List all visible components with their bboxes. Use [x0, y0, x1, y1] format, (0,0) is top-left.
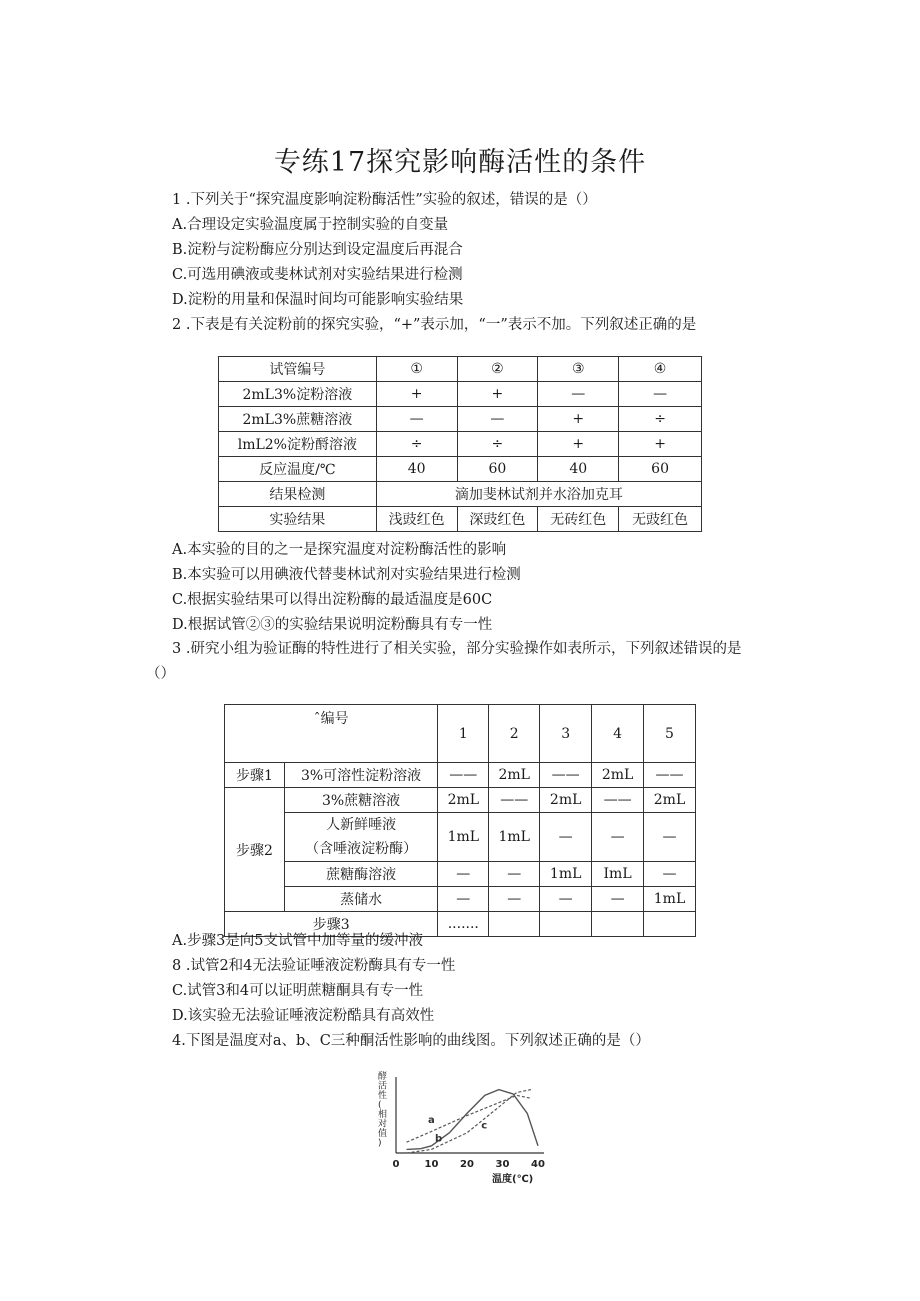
q4-stem: 4.下图是温度对a、b、C三种酮活性影响的曲线图。下列叙述正确的是（） — [172, 1033, 650, 1049]
table-cell: — — [376, 407, 457, 432]
table-cell: — — [540, 887, 592, 912]
series-c-line — [407, 1090, 531, 1153]
table-row — [225, 862, 696, 887]
table-cell: ① — [376, 357, 457, 382]
table-cell: + — [376, 382, 457, 407]
q2-table — [218, 356, 702, 532]
q3-option-d: D.该实验无法验证唾液淀粉酷具有高效性 — [172, 1008, 435, 1024]
table-cell: — — [540, 813, 592, 862]
table-cell: 1 — [438, 705, 489, 763]
table-cell: 1mL — [644, 887, 696, 912]
table-cell: 2mL — [489, 763, 540, 788]
table-cell: —— — [592, 788, 644, 813]
table-cell: 反应温度/℃ — [219, 457, 377, 482]
table-cell: 无豉红色 — [619, 507, 702, 532]
table-cell — [489, 912, 540, 937]
table-cell: + — [619, 432, 702, 457]
q1-option-d: D.淀粉的用量和保温时间均可能影响实验结果 — [172, 292, 464, 308]
table-cell: — — [489, 862, 540, 887]
table-cell: ③ — [538, 357, 619, 382]
q3-option-b: 8 .试管2和4无法验证唾液淀粉酶具有专一性 — [172, 958, 456, 974]
table-cell: 5 — [644, 705, 696, 763]
table-cell: ÷ — [376, 432, 457, 457]
table-row — [219, 432, 702, 457]
table-cell: 2mL3%淀粉溶液 — [219, 382, 377, 407]
table-cell: — — [644, 862, 696, 887]
table-row — [225, 788, 696, 813]
table-cell: — — [619, 382, 702, 407]
table-cell: 2 — [489, 705, 540, 763]
table-cell: 1mL — [489, 813, 540, 862]
table-row — [219, 507, 702, 532]
table-cell — [592, 912, 644, 937]
table-cell: — — [438, 887, 489, 912]
q2-option-a: A.本实验的目的之一是探究温度对淀粉酶活性的影响 — [172, 542, 507, 558]
table-cell: + — [457, 382, 538, 407]
table-cell: 3%蔗糖溶液 — [284, 788, 438, 813]
table-cell: 4 — [592, 705, 644, 763]
q3-table — [224, 704, 696, 937]
table-cell: — — [538, 382, 619, 407]
table-cell: ....... — [438, 912, 489, 937]
table-cell: 2mL — [540, 788, 592, 813]
table-cell: 实验结果 — [219, 507, 377, 532]
table-cell: 1mL — [540, 862, 592, 887]
table-cell: —— — [438, 763, 489, 788]
table-cell: 深豉红色 — [457, 507, 538, 532]
table-cell-line: 人新鲜唾液 — [326, 817, 397, 833]
table-cell: — — [644, 813, 696, 862]
table-cell — [284, 813, 438, 862]
table-cell: —— — [644, 763, 696, 788]
table-cell: 3 — [540, 705, 592, 763]
table-cell: 步骤1 — [225, 763, 285, 788]
enzyme-activity-chart — [360, 1065, 560, 1190]
table-row — [219, 357, 702, 382]
q2-option-b: B.本实验可以用碘液代替斐林试剂对实验结果进行检测 — [172, 567, 521, 583]
table-cell: 试管编号 — [219, 357, 377, 382]
table-cell: ImL — [592, 862, 644, 887]
table-cell: — — [592, 813, 644, 862]
q3-option-c: C.试管3和4可以证明蔗糖酮具有专一性 — [172, 983, 424, 999]
table-cell: 蔗糖酶溶液 — [284, 862, 438, 887]
table-cell: 60 — [619, 457, 702, 482]
table-cell: 2mL3%蔗糖溶液 — [219, 407, 377, 432]
q2-stem: 2 .下表是有关淀粉前的探究实验，“+”表示加，“一”表示不加。下列叙述正确的是 — [172, 317, 697, 333]
table-row — [225, 887, 696, 912]
table-cell — [644, 912, 696, 937]
table-row — [225, 813, 696, 862]
q3-option-a: A.步骤3是向5支试管中加等量的缓冲液 — [172, 933, 424, 949]
series-a-line — [407, 1095, 531, 1145]
table-cell: ÷ — [619, 407, 702, 432]
table-cell: ④ — [619, 357, 702, 382]
x-tick-label: 40 — [531, 1159, 545, 1170]
q1-stem: 1 .下列关于“探究温度影响淀粉酶活性”实验的叙述，错误的是（） — [172, 192, 597, 208]
series-b-line — [407, 1090, 538, 1150]
table-cell: — — [438, 862, 489, 887]
y-axis-label-text: 酵活性(相对值) — [378, 1072, 388, 1149]
table-row — [225, 763, 696, 788]
x-tick-label: 30 — [495, 1159, 510, 1170]
table-cell: —— — [489, 788, 540, 813]
table-cell-line: （含唾液淀粉酶） — [305, 841, 418, 857]
y-axis-label — [378, 1070, 387, 1149]
table-cell: 步骤3 — [225, 912, 438, 937]
table-cell: 2mL — [438, 788, 489, 813]
curve-label-b: b — [435, 1133, 443, 1145]
table-row — [219, 457, 702, 482]
q1-option-a: A.合理设定实验温度属于控制实验的自变量 — [172, 217, 449, 233]
table-cell — [540, 912, 592, 937]
table-cell: — — [489, 887, 540, 912]
page-title: 专练17探究影响酶活性的条件 — [273, 147, 647, 178]
table-cell: 浅豉红色 — [376, 507, 457, 532]
table-row — [219, 407, 702, 432]
q3-stem-cont: （） — [146, 666, 175, 682]
table-cell: 2mL — [644, 788, 696, 813]
table-cell: 40 — [538, 457, 619, 482]
q2-option-d: D.根据试管②③的实验结果说明淀粉酶具有专一性 — [172, 617, 493, 633]
table-cell: 60 — [457, 457, 538, 482]
x-axis-label: 温度(℃) — [492, 1174, 534, 1185]
table-cell: 40 — [376, 457, 457, 482]
q1-option-b: B.淀粉与淀粉酶应分别达到设定温度后再混合 — [172, 242, 463, 258]
table-cell: —— — [540, 763, 592, 788]
table-cell: lmL2%淀粉酹溶液 — [219, 432, 377, 457]
table-cell: 步骤2 — [225, 788, 285, 912]
table-cell: 无砖红色 — [538, 507, 619, 532]
curve-label-a: a — [427, 1114, 435, 1126]
q3-stem: 3 .研究小组为验证酶的特性进行了相关实验，部分实验操作如表所示，下列叙述错误的是 — [172, 641, 742, 657]
table-cell: 蒸储水 — [284, 887, 438, 912]
q2-option-c: C.根据实验结果可以得出淀粉酶的最适温度是60C — [172, 592, 493, 608]
table-cell: — — [592, 887, 644, 912]
table-cell: ÷ — [457, 432, 538, 457]
table-row — [219, 482, 702, 507]
q1-option-c: C.可选用碘液或斐林试剂对实验结果进行检测 — [172, 267, 463, 283]
table-corner: ˆ编号 — [225, 705, 438, 763]
table-cell: 3%可溶性淀粉溶液 — [284, 763, 438, 788]
table-cell: 2mL — [592, 763, 644, 788]
table-cell: + — [538, 407, 619, 432]
table-cell: + — [538, 432, 619, 457]
table-row — [219, 382, 702, 407]
table-cell: 结果检测 — [219, 482, 377, 507]
x-tick-label: 0 — [392, 1159, 400, 1170]
table-cell: 1mL — [438, 813, 489, 862]
x-tick-label: 10 — [424, 1159, 439, 1170]
table-cell: ② — [457, 357, 538, 382]
table-cell: — — [457, 407, 538, 432]
x-tick-label: 20 — [460, 1159, 474, 1170]
curve-label-c: c — [481, 1120, 488, 1132]
table-row — [225, 705, 696, 763]
table-cell: 滴加斐林试剂并水浴加克耳 — [376, 482, 701, 507]
